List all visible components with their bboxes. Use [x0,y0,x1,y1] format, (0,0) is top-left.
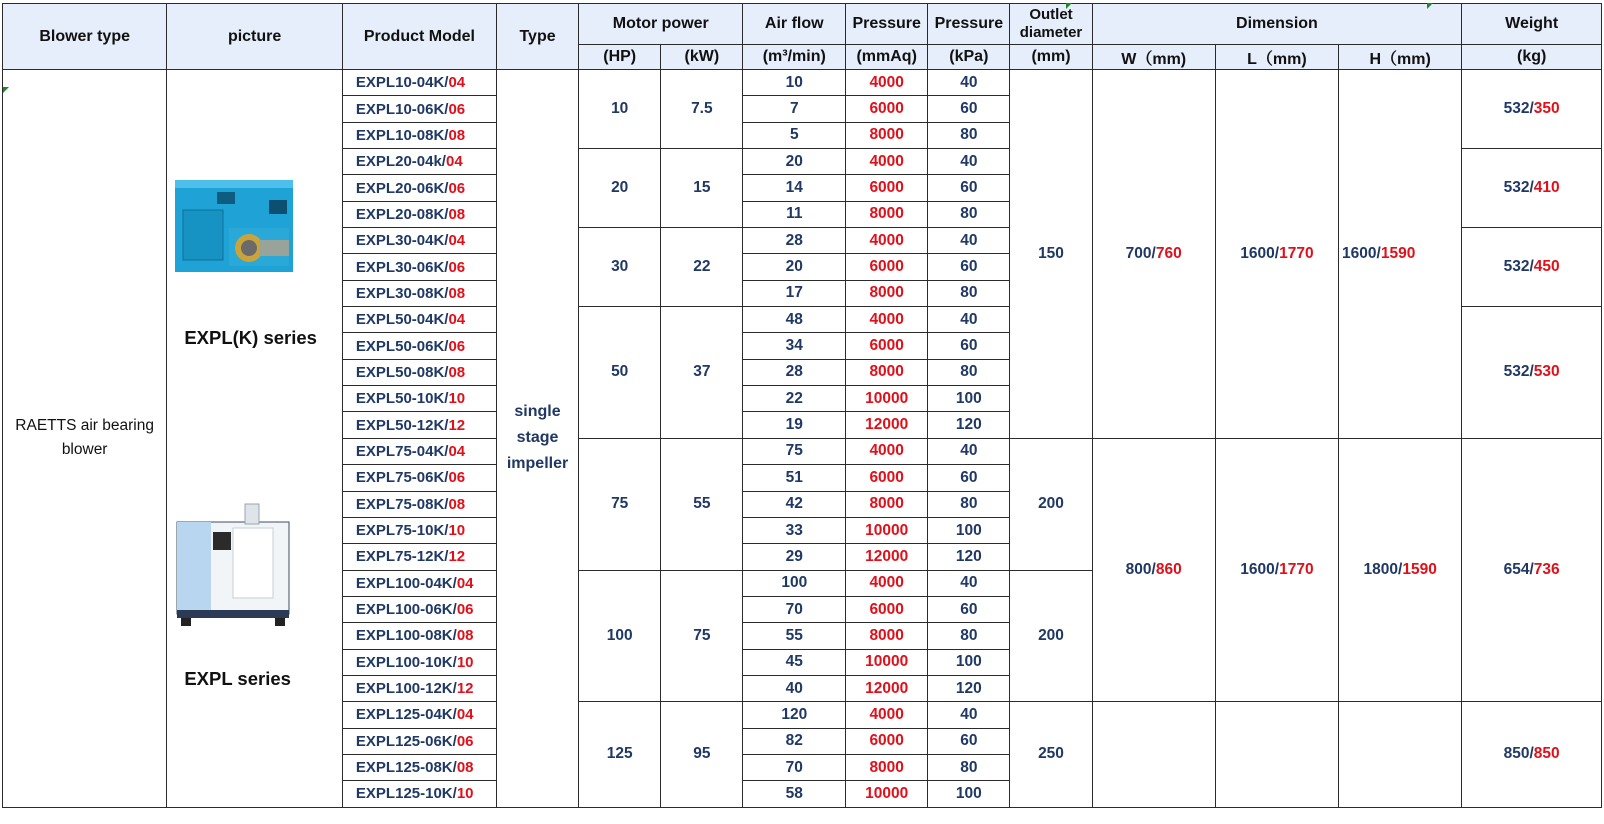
airflow-cell: 34 [743,333,846,359]
model-base: EXPL20-08K/ [355,205,449,223]
dimension-h-cell-alt: 1590 [1402,561,1437,579]
dimension-h-cell [1339,70,1462,439]
model-cell [342,675,496,701]
airflow-cell: 51 [743,465,846,491]
outlet-cell: 200 [1010,570,1092,702]
weight-cell [1462,307,1602,439]
weight-cell-primary: 850/ [1503,745,1534,763]
picture-cell [167,70,343,808]
pressure-mmaq-cell: 8000 [846,491,928,517]
dimension-w-cell-alt: 760 [1155,244,1182,262]
dimension-h-cell [1339,438,1462,701]
dimension-w-cell [1092,702,1215,807]
model-suffix: 04 [448,442,466,460]
model-suffix: 06 [448,100,466,118]
pressure-kpa-cell: 40 [928,149,1010,175]
weight-cell-primary: 532/ [1503,363,1534,381]
airflow-cell: 19 [743,412,846,438]
comment-marker [1066,3,1072,9]
dimension-w-cell [1092,438,1215,701]
model-cell [342,491,496,517]
dimension-h-cell-primary: 1600/ [1342,244,1381,262]
comment-marker [1427,3,1433,9]
hp-cell: 20 [579,149,661,228]
unit-l: L（mm) [1215,45,1338,70]
airflow-cell: 120 [743,702,846,728]
weight-cell-primary: 532/ [1503,258,1534,276]
pressure-mmaq-cell: 8000 [846,359,928,385]
kw-cell: 75 [661,570,743,702]
type-line: impeller [506,455,569,473]
pressure-kpa-cell: 80 [928,623,1010,649]
weight-cell-primary: 654/ [1503,561,1534,579]
model-cell [342,175,496,201]
airflow-cell: 75 [743,438,846,464]
weight-cell-alt: 736 [1533,561,1560,579]
outlet-line-2: diameter [1019,24,1083,41]
airflow-cell: 29 [743,544,846,570]
dimension-w-cell-primary: 700/ [1125,244,1156,262]
kw-cell: 37 [661,307,743,439]
outlet-cell: 200 [1010,438,1092,570]
model-suffix: 08 [456,627,474,645]
dimension-l-cell [1215,70,1338,439]
model-base: EXPL100-08K/ [355,627,457,645]
model-base: EXPL75-10K/ [355,522,449,540]
airflow-cell: 20 [743,149,846,175]
pressure-mmaq-cell: 8000 [846,280,928,306]
model-base: EXPL75-04K/ [355,442,449,460]
header-picture: picture [167,4,343,70]
model-suffix: 06 [448,258,466,276]
pressure-mmaq-cell: 12000 [846,675,928,701]
airflow-cell: 22 [743,386,846,412]
dimension-w-cell-alt: 860 [1155,561,1182,579]
header-motor-power: Motor power [579,4,743,45]
weight-cell-primary: 532/ [1503,100,1534,118]
pressure-kpa-cell: 80 [928,122,1010,148]
pressure-kpa-cell: 100 [928,517,1010,543]
model-base: EXPL100-04K/ [355,574,457,592]
pressure-mmaq-cell: 6000 [846,728,928,754]
airflow-cell: 48 [743,307,846,333]
model-suffix: 04 [448,74,466,92]
model-base: EXPL30-08K/ [355,284,449,302]
pressure-mmaq-cell: 8000 [846,201,928,227]
model-suffix: 06 [456,601,474,619]
airflow-cell: 45 [743,649,846,675]
unit-outlet-mm: (mm) [1010,45,1092,70]
kw-cell: 22 [661,228,743,307]
pressure-mmaq-cell: 6000 [846,175,928,201]
blue-blower-image [173,170,297,283]
pressure-kpa-cell: 80 [928,201,1010,227]
airflow-cell: 20 [743,254,846,280]
weight-cell [1462,702,1602,807]
header-pressure-kpa: Pressure [928,4,1010,45]
pressure-mmaq-cell: 10000 [846,649,928,675]
pressure-kpa-cell: 120 [928,412,1010,438]
pressure-kpa-cell: 60 [928,96,1010,122]
dimension-l-cell [1215,702,1338,807]
airflow-cell: 28 [743,359,846,385]
model-suffix: 04 [448,311,466,329]
model-base: EXPL50-10K/ [355,390,449,408]
header-type: Type [496,4,578,70]
header-row [3,4,1602,45]
airflow-cell: 14 [743,175,846,201]
model-suffix: 06 [448,337,466,355]
pressure-kpa-cell: 80 [928,754,1010,780]
unit-h: H（mm) [1339,45,1462,70]
type-cell [496,70,578,808]
model-base: EXPL10-08K/ [355,126,449,144]
model-suffix: 12 [456,680,474,698]
model-cell [342,70,496,96]
model-cell [342,623,496,649]
weight-cell-alt: 850 [1533,745,1560,763]
airflow-cell: 55 [743,623,846,649]
hp-cell: 125 [579,702,661,807]
pressure-kpa-cell: 100 [928,386,1010,412]
model-suffix: 12 [448,416,466,434]
model-cell [342,122,496,148]
pressure-mmaq-cell: 12000 [846,412,928,438]
kw-cell: 95 [661,702,743,807]
airflow-cell: 10 [743,70,846,96]
type-line: stage [516,429,559,447]
weight-cell [1462,438,1602,701]
model-base: EXPL50-08K/ [355,363,449,381]
pressure-kpa-cell: 40 [928,702,1010,728]
pressure-mmaq-cell: 6000 [846,333,928,359]
pressure-kpa-cell: 100 [928,649,1010,675]
model-base: EXPL50-12K/ [355,416,449,434]
model-suffix: 06 [448,179,466,197]
model-cell [342,465,496,491]
model-cell [342,544,496,570]
model-base: EXPL50-06K/ [355,337,449,355]
airflow-cell: 33 [743,517,846,543]
weight-cell-alt: 350 [1533,100,1560,118]
airflow-cell: 70 [743,754,846,780]
dimension-h-cell-primary: 1800/ [1363,561,1403,579]
outlet-cell: 150 [1010,70,1092,439]
airflow-cell: 7 [743,96,846,122]
weight-cell-alt: 450 [1533,258,1560,276]
pressure-kpa-cell: 40 [928,570,1010,596]
airflow-cell: 100 [743,570,846,596]
pressure-mmaq-cell: 8000 [846,754,928,780]
pressure-kpa-cell: 40 [928,307,1010,333]
model-base: EXPL100-10K/ [355,653,457,671]
model-suffix: 08 [448,126,466,144]
model-base: EXPL75-06K/ [355,469,449,487]
pressure-kpa-cell: 40 [928,228,1010,254]
model-cell [342,386,496,412]
pressure-mmaq-cell: 4000 [846,149,928,175]
unit-kw: (kW) [661,45,743,70]
pressure-kpa-cell: 60 [928,728,1010,754]
outlet-cell: 250 [1010,702,1092,807]
unit-hp: (HP) [579,45,661,70]
type-line: single [514,403,561,421]
airflow-cell: 40 [743,675,846,701]
model-base: EXPL10-04K/ [355,74,449,92]
pressure-kpa-cell: 60 [928,596,1010,622]
white-blower-image [173,502,297,635]
model-suffix: 08 [448,363,466,381]
model-cell [342,754,496,780]
hp-cell: 30 [579,228,661,307]
header-outlet-diameter [1010,4,1092,45]
hp-cell: 10 [579,70,661,149]
series-label-expl-k: EXPL(K) series [184,327,317,348]
weight-cell-primary: 532/ [1503,179,1534,197]
airflow-cell: 5 [743,122,846,148]
airflow-cell: 58 [743,781,846,807]
unit-kpa: (kPa) [928,45,1010,70]
model-suffix: 10 [448,390,466,408]
pressure-mmaq-cell: 8000 [846,623,928,649]
model-base: EXPL75-12K/ [355,548,449,566]
airflow-cell: 42 [743,491,846,517]
pressure-kpa-cell: 80 [928,280,1010,306]
model-suffix: 10 [448,522,466,540]
header-blower-type: Blower type [3,4,167,70]
model-cell [342,438,496,464]
pressure-kpa-cell: 100 [928,781,1010,807]
dimension-h-cell-alt: 1590 [1380,244,1416,262]
model-cell [342,228,496,254]
unit-kg: (kg) [1462,45,1602,70]
weight-cell-alt: 530 [1533,363,1560,381]
model-cell [342,254,496,280]
model-cell [342,781,496,807]
model-cell [342,728,496,754]
model-suffix: 06 [456,732,474,750]
model-cell [342,517,496,543]
pressure-mmaq-cell: 4000 [846,70,928,96]
pressure-kpa-cell: 40 [928,70,1010,96]
pressure-kpa-cell: 40 [928,438,1010,464]
model-cell [342,96,496,122]
model-cell [342,596,496,622]
pressure-kpa-cell: 120 [928,544,1010,570]
pressure-mmaq-cell: 4000 [846,570,928,596]
pressure-kpa-cell: 60 [928,254,1010,280]
model-base: EXPL30-04K/ [355,232,449,250]
model-cell [342,702,496,728]
weight-cell [1462,149,1602,228]
airflow-cell: 82 [743,728,846,754]
model-cell [342,649,496,675]
model-cell [342,201,496,227]
dimension-l-cell-alt: 1770 [1279,561,1314,579]
pressure-mmaq-cell: 10000 [846,517,928,543]
pressure-mmaq-cell: 6000 [846,596,928,622]
model-suffix: 08 [448,284,466,302]
model-suffix: 06 [448,469,466,487]
header-weight: Weight [1462,4,1602,45]
model-cell [342,149,496,175]
model-base: EXPL125-10K/ [355,785,457,803]
model-base: EXPL20-06K/ [355,179,449,197]
model-suffix: 08 [456,759,474,777]
model-base: EXPL30-06K/ [355,258,449,276]
model-cell [342,307,496,333]
pressure-mmaq-cell: 4000 [846,307,928,333]
header-pressure-mmaq: Pressure [846,4,928,45]
hp-cell: 75 [579,438,661,570]
model-cell [342,359,496,385]
model-base: EXPL125-04K/ [355,706,457,724]
header-product-model: Product Model [342,4,496,70]
model-suffix: 10 [456,653,474,671]
weight-cell [1462,228,1602,307]
pressure-mmaq-cell: 4000 [846,228,928,254]
pressure-kpa-cell: 60 [928,465,1010,491]
model-suffix: 04 [456,706,474,724]
unit-mmaq: (mmAq) [846,45,928,70]
model-suffix: 08 [448,495,466,513]
comment-marker [3,87,9,93]
airflow-cell: 70 [743,596,846,622]
model-cell [342,280,496,306]
dimension-h-cell [1339,702,1462,807]
model-suffix: 04 [448,232,466,250]
hp-cell: 100 [579,570,661,702]
header-air-flow: Air flow [743,4,846,45]
unit-airflow: (m³/min) [743,45,846,70]
model-base: EXPL125-06K/ [355,732,457,750]
outlet-line-1: Outlet [1029,6,1073,23]
airflow-cell: 17 [743,280,846,306]
weight-cell [1462,70,1602,149]
airflow-cell: 11 [743,201,846,227]
hp-cell: 50 [579,307,661,439]
model-base: EXPL20-04k/ [355,153,446,171]
blower-type-cell: RAETTS air bearing blower [3,70,167,808]
table-row [3,70,1602,96]
weight-cell-alt: 410 [1533,179,1560,197]
pressure-mmaq-cell: 12000 [846,544,928,570]
model-base: EXPL100-12K/ [355,680,457,698]
model-suffix: 08 [448,205,466,223]
pressure-kpa-cell: 80 [928,359,1010,385]
header-dimension: Dimension [1092,4,1462,45]
model-base: EXPL50-04K/ [355,311,449,329]
dimension-w-cell [1092,70,1215,439]
dimension-w-cell-primary: 800/ [1125,561,1156,579]
pressure-kpa-cell: 60 [928,333,1010,359]
model-cell [342,570,496,596]
kw-cell: 15 [661,149,743,228]
pressure-mmaq-cell: 4000 [846,702,928,728]
kw-cell: 7.5 [661,70,743,149]
pressure-kpa-cell: 80 [928,491,1010,517]
model-suffix: 12 [448,548,466,566]
model-suffix: 04 [445,153,463,171]
model-cell [342,333,496,359]
model-suffix: 10 [456,785,474,803]
unit-w: W（mm) [1092,45,1215,70]
pressure-mmaq-cell: 8000 [846,122,928,148]
model-suffix: 04 [456,574,474,592]
pressure-kpa-cell: 120 [928,675,1010,701]
model-cell [342,412,496,438]
blower-spec-table [2,3,1602,808]
pressure-mmaq-cell: 10000 [846,781,928,807]
pressure-mmaq-cell: 4000 [846,438,928,464]
pressure-mmaq-cell: 6000 [846,254,928,280]
pressure-mmaq-cell: 6000 [846,96,928,122]
pressure-mmaq-cell: 6000 [846,465,928,491]
dimension-l-cell-primary: 1600/ [1240,244,1280,262]
model-base: EXPL10-06K/ [355,100,449,118]
dimension-l-cell [1215,438,1338,701]
model-base: EXPL125-08K/ [355,759,457,777]
dimension-l-cell-primary: 1600/ [1240,561,1280,579]
airflow-cell: 28 [743,228,846,254]
dimension-l-cell-alt: 1770 [1279,244,1314,262]
model-base: EXPL75-08K/ [355,495,449,513]
model-base: EXPL100-06K/ [355,601,457,619]
series-label-expl: EXPL series [184,668,291,689]
pressure-kpa-cell: 60 [928,175,1010,201]
pressure-mmaq-cell: 10000 [846,386,928,412]
kw-cell: 55 [661,438,743,570]
